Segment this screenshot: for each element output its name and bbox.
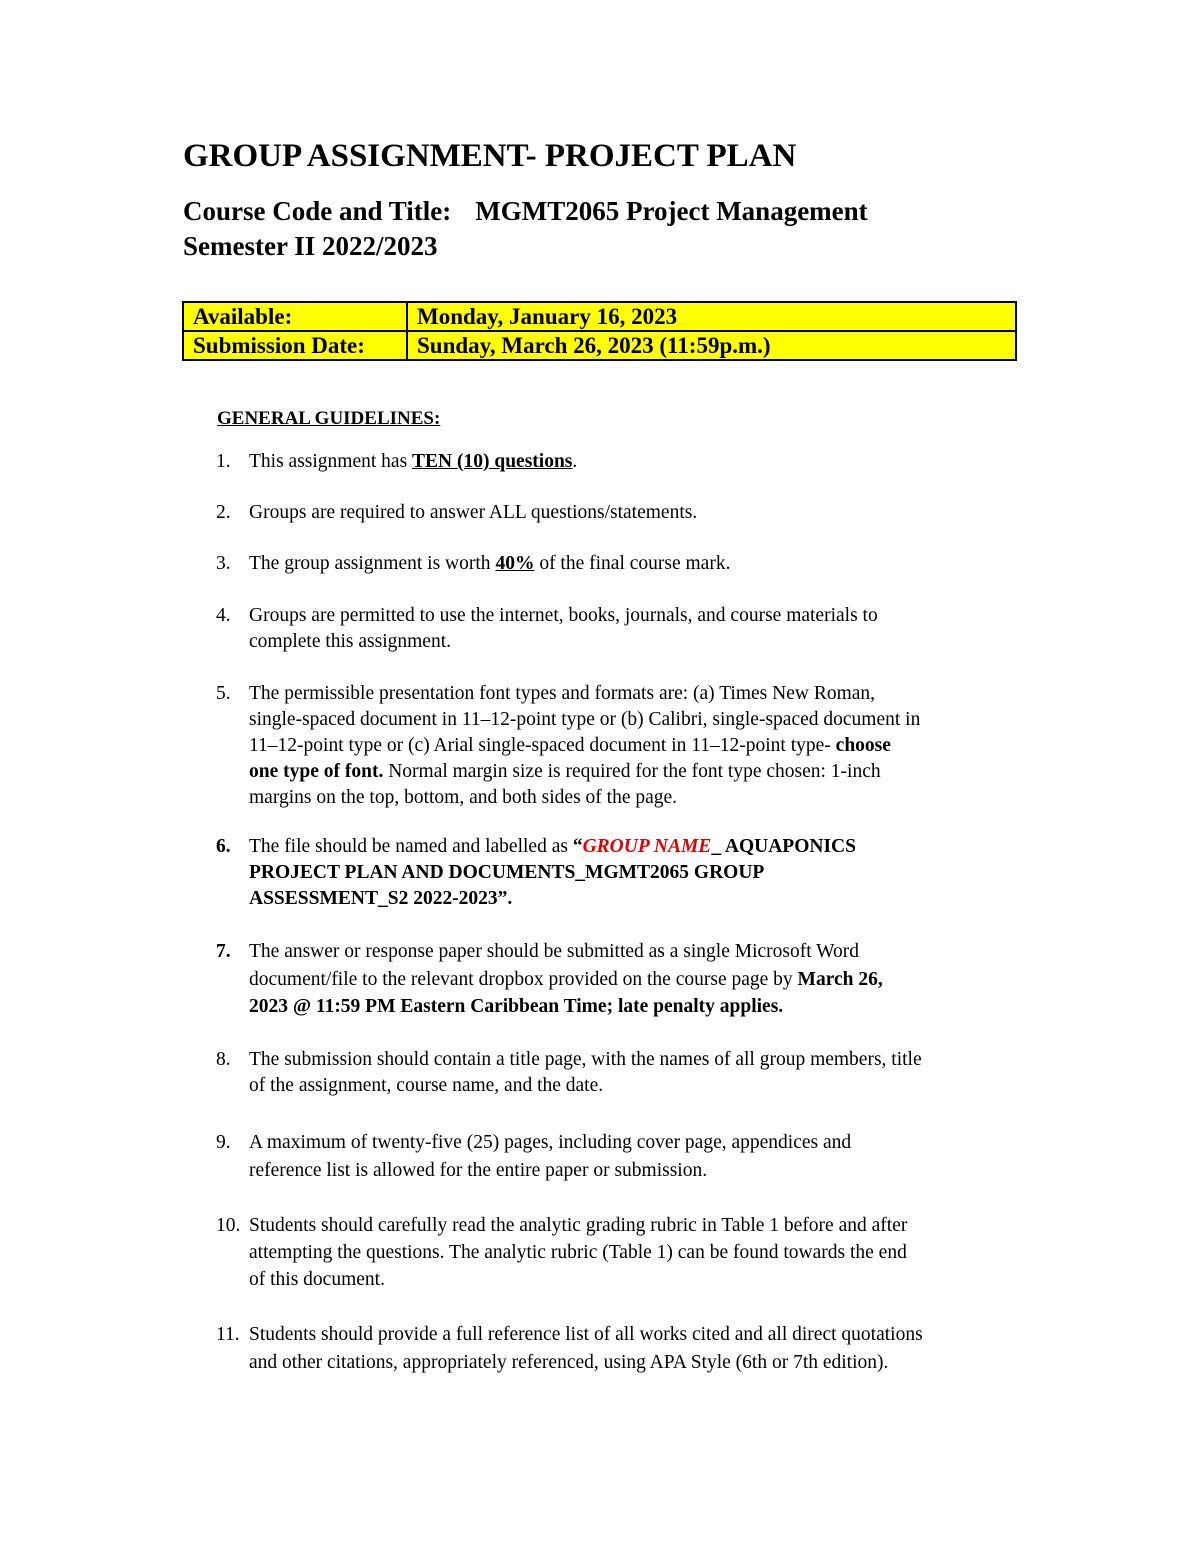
item-number: 8. <box>216 1049 231 1070</box>
item-text-part: of the final course mark. <box>534 553 731 574</box>
item-text <box>249 1047 1019 1099</box>
item-line: The submission should contain a title page, with the names of all group members, title <box>249 1049 922 1070</box>
item-number: 3. <box>216 553 231 574</box>
item-text <box>249 1129 1019 1184</box>
item-text <box>249 681 1019 811</box>
item-text <box>249 1212 1019 1293</box>
emphasis-text: one type of font. <box>249 761 384 782</box>
item-number: 6. <box>216 836 231 857</box>
item-line: attempting the questions. The analytic rubric (Table 1) can be found towards the end <box>249 1242 907 1263</box>
item-line: A maximum of twenty-five (25) pages, including cover page, appendices and <box>249 1132 852 1153</box>
item-number: 4. <box>216 605 231 626</box>
item-text: Groups are required to answer ALL questions/statements. <box>249 502 698 523</box>
item-line: margins on the top, bottom, and both sides of the page. <box>249 787 678 808</box>
item-line: The answer or response paper should be submitted as a single Microsoft Word <box>249 941 860 962</box>
item-text <box>249 834 1019 912</box>
emphasis-text: March 26, <box>797 968 883 990</box>
item-line <box>249 733 1019 759</box>
course-label: Course Code and Title: <box>183 196 452 226</box>
item-text <box>249 1321 1019 1377</box>
item-line: PROJECT PLAN AND DOCUMENTS_MGMT2065 GROUP <box>249 862 765 883</box>
emphasis-text: TEN (10) questions <box>412 451 573 472</box>
item-line: 2023 @ 11:59 PM Eastern Caribbean Time; late penalty applies. <box>249 996 784 1017</box>
item-line: The permissible presentation font types and formats are: (a) Times New Roman, <box>249 683 876 704</box>
item-text <box>249 938 1019 1021</box>
item-number: 1. <box>216 451 231 472</box>
table-row <box>183 302 1016 331</box>
item-text <box>249 603 1019 655</box>
item-text <box>249 551 1019 577</box>
item-number: 7. <box>216 941 231 962</box>
item-line: complete this assignment. <box>249 631 452 652</box>
item-number: 5. <box>216 683 231 704</box>
available-value: Monday, January 16, 2023 <box>407 302 1016 331</box>
table-row <box>183 331 1016 360</box>
item-line <box>249 966 1019 994</box>
item-line: Groups are permitted to use the internet, books, journals, and course materials to <box>249 605 878 626</box>
item-number: 11. <box>216 1324 240 1345</box>
submission-date-label: Submission Date: <box>183 331 407 360</box>
guidelines-heading: GENERAL GUIDELINES: <box>217 408 441 429</box>
item-line: single-spaced document in 11–12-point type or (b) Calibri, single-spaced document in <box>249 709 921 730</box>
item-text-part: 11–12-point type or (c) Arial single-spaced document in 11–12-point type- <box>249 735 836 756</box>
item-line <box>249 834 1019 860</box>
item-text-part: . <box>572 451 578 472</box>
document-title: GROUP ASSIGNMENT- PROJECT PLAN <box>183 138 797 174</box>
item-text-part: The file should be named and labelled as <box>249 836 573 857</box>
item-number: 10. <box>216 1215 241 1236</box>
item-line: ASSESSMENT_S2 2022-2023”. <box>249 888 513 909</box>
available-label: Available: <box>183 302 407 331</box>
emphasis-text: 40% <box>495 553 535 574</box>
item-text-part: Normal margin size is required for the font type chosen: 1-inch <box>383 761 881 782</box>
item-line: of this document. <box>249 1269 385 1290</box>
item-line <box>249 759 1019 785</box>
course-line <box>183 194 868 229</box>
item-number: 9. <box>216 1132 231 1153</box>
item-text <box>249 449 1019 475</box>
item-line: Students should carefully read the analytic grading rubric in Table 1 before and after <box>249 1215 908 1236</box>
item-text-part: This assignment has <box>249 451 413 472</box>
dates-table <box>182 301 1017 361</box>
course-value: MGMT2065 Project Management <box>475 196 868 226</box>
item-text-part: The group assignment is worth <box>249 553 496 574</box>
item-line: reference list is allowed for the entire paper or submission. <box>249 1159 708 1181</box>
item-number: 2. <box>216 502 231 523</box>
item-line: of the assignment, course name, and the date. <box>249 1075 604 1096</box>
emphasis-text: choose <box>835 735 891 756</box>
quote-mark: “ <box>572 836 583 857</box>
item-line: and other citations, appropriately referenced, using APA Style (6th or 7th edition). <box>249 1352 889 1373</box>
item-text-part: document/file to the relevant dropbox provided on the course page by <box>249 968 798 990</box>
group-name-placeholder: GROUP NAME <box>582 836 712 857</box>
item-line: Students should provide a full reference list of all works cited and all direct quotations <box>249 1324 923 1345</box>
semester-line: Semester II 2022/2023 <box>183 231 438 261</box>
course-info <box>183 194 868 264</box>
emphasis-text: _ AQUAPONICS <box>711 836 856 857</box>
submission-date-value: Sunday, March 26, 2023 (11:59p.m.) <box>407 331 1016 360</box>
